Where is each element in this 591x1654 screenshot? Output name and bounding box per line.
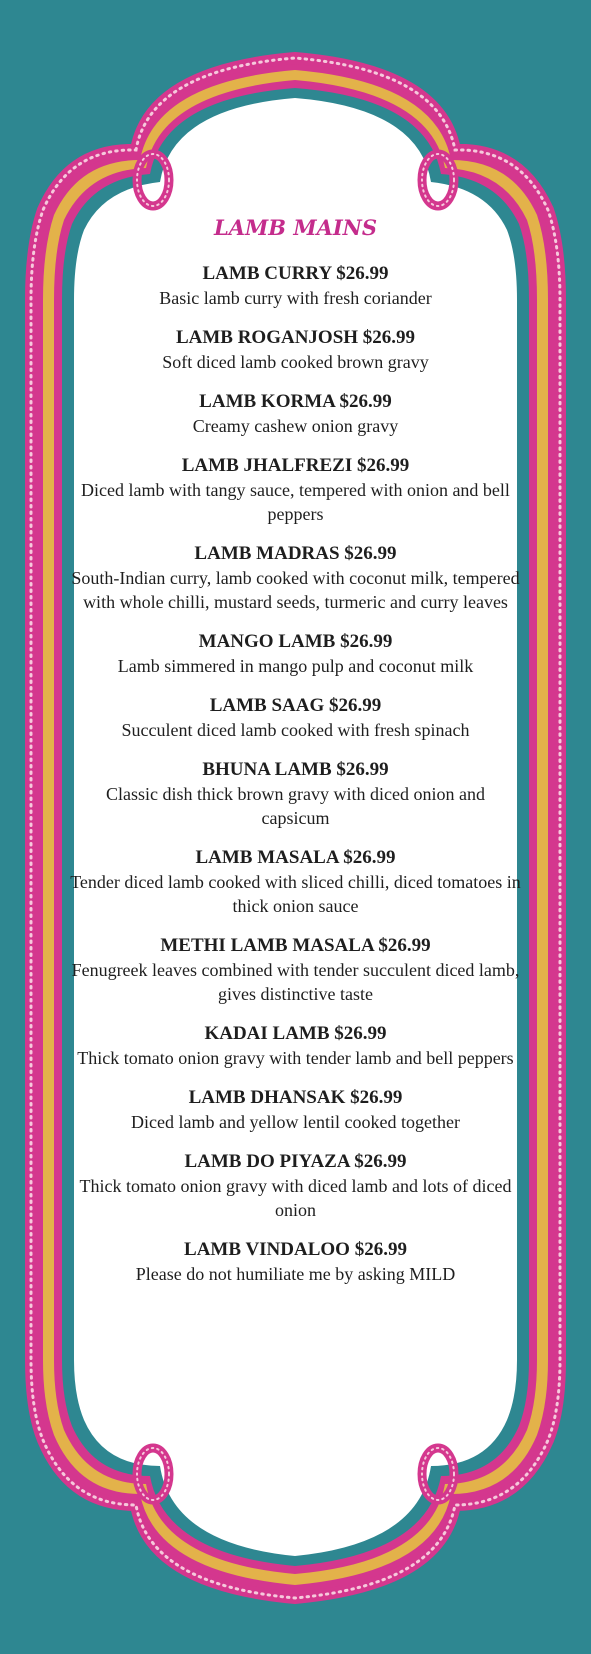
menu-title: LAMB MAINS xyxy=(213,215,378,240)
menu-content xyxy=(70,212,521,1302)
menu-item-description: South-Indian curry, lamb cooked with coconut milk, tempered with whole chilli, mustard seeds, turmeric and curry leaves xyxy=(71,568,520,612)
menu-item-heading: LAMB ROGANJOSH $26.99 xyxy=(175,327,416,348)
menu-item xyxy=(70,1086,521,1134)
menu-item-heading: LAMB SAAG $26.99 xyxy=(209,695,382,716)
menu-item xyxy=(70,390,521,438)
menu-item xyxy=(70,758,521,830)
menu-item xyxy=(70,630,521,678)
menu-item-heading: METHI LAMB MASALA $26.99 xyxy=(160,935,431,956)
menu-item-description: Classic dish thick brown gravy with diced onion and capsicum xyxy=(106,784,485,828)
menu-item-heading: LAMB CURRY $26.99 xyxy=(202,263,389,284)
menu-item-heading: LAMB MADRAS $26.99 xyxy=(194,543,397,564)
menu-item xyxy=(70,542,521,614)
menu-item-heading: MANGO LAMB $26.99 xyxy=(198,631,393,652)
menu-item-description: Lamb simmered in mango pulp and coconut milk xyxy=(117,656,474,676)
menu-item-description: Basic lamb curry with fresh coriander xyxy=(159,288,432,308)
menu-item-description: Thick tomato onion gravy with tender lamb and bell peppers xyxy=(77,1048,514,1068)
menu-item-description: Diced lamb and yellow lentil cooked together xyxy=(131,1112,460,1132)
menu-item-heading: LAMB VINDALOO $26.99 xyxy=(184,1239,407,1260)
menu-item xyxy=(70,326,521,374)
menu-item xyxy=(70,934,521,1006)
menu-item-description: Tender diced lamb cooked with sliced chilli, diced tomatoes in thick onion sauce xyxy=(70,872,521,916)
menu-item xyxy=(70,454,521,526)
menu-item-heading: LAMB JHALFREZI $26.99 xyxy=(181,455,410,476)
menu-item-heading: BHUNA LAMB $26.99 xyxy=(202,759,389,780)
menu-item xyxy=(70,1150,521,1222)
menu-item xyxy=(70,1238,521,1286)
menu-item-description: Thick tomato onion gravy with diced lamb and lots of diced onion xyxy=(79,1176,512,1220)
menu-item xyxy=(70,846,521,918)
menu-item-heading: LAMB DO PIYAZA $26.99 xyxy=(184,1151,407,1172)
menu-item-heading: LAMB DHANSAK $26.99 xyxy=(188,1087,403,1108)
menu-item-description: Please do not humiliate me by asking MILD xyxy=(135,1264,456,1284)
menu-item-description: Succulent diced lamb cooked with fresh spinach xyxy=(121,720,470,740)
menu-item-description: Creamy cashew onion gravy xyxy=(192,416,399,436)
menu-item-description: Fenugreek leaves combined with tender succulent diced lamb, gives distinctive taste xyxy=(71,960,520,1004)
menu-item-heading: LAMB KORMA $26.99 xyxy=(199,391,392,412)
menu-item xyxy=(70,262,521,310)
menu-item-description: Soft diced lamb cooked brown gravy xyxy=(162,352,429,372)
menu-item-heading: LAMB MASALA $26.99 xyxy=(195,847,396,868)
menu-item-heading: KADAI LAMB $26.99 xyxy=(204,1023,387,1044)
menu-item-description: Diced lamb with tangy sauce, tempered with onion and bell peppers xyxy=(81,480,510,524)
menu-item xyxy=(70,694,521,742)
menu-item xyxy=(70,1022,521,1070)
